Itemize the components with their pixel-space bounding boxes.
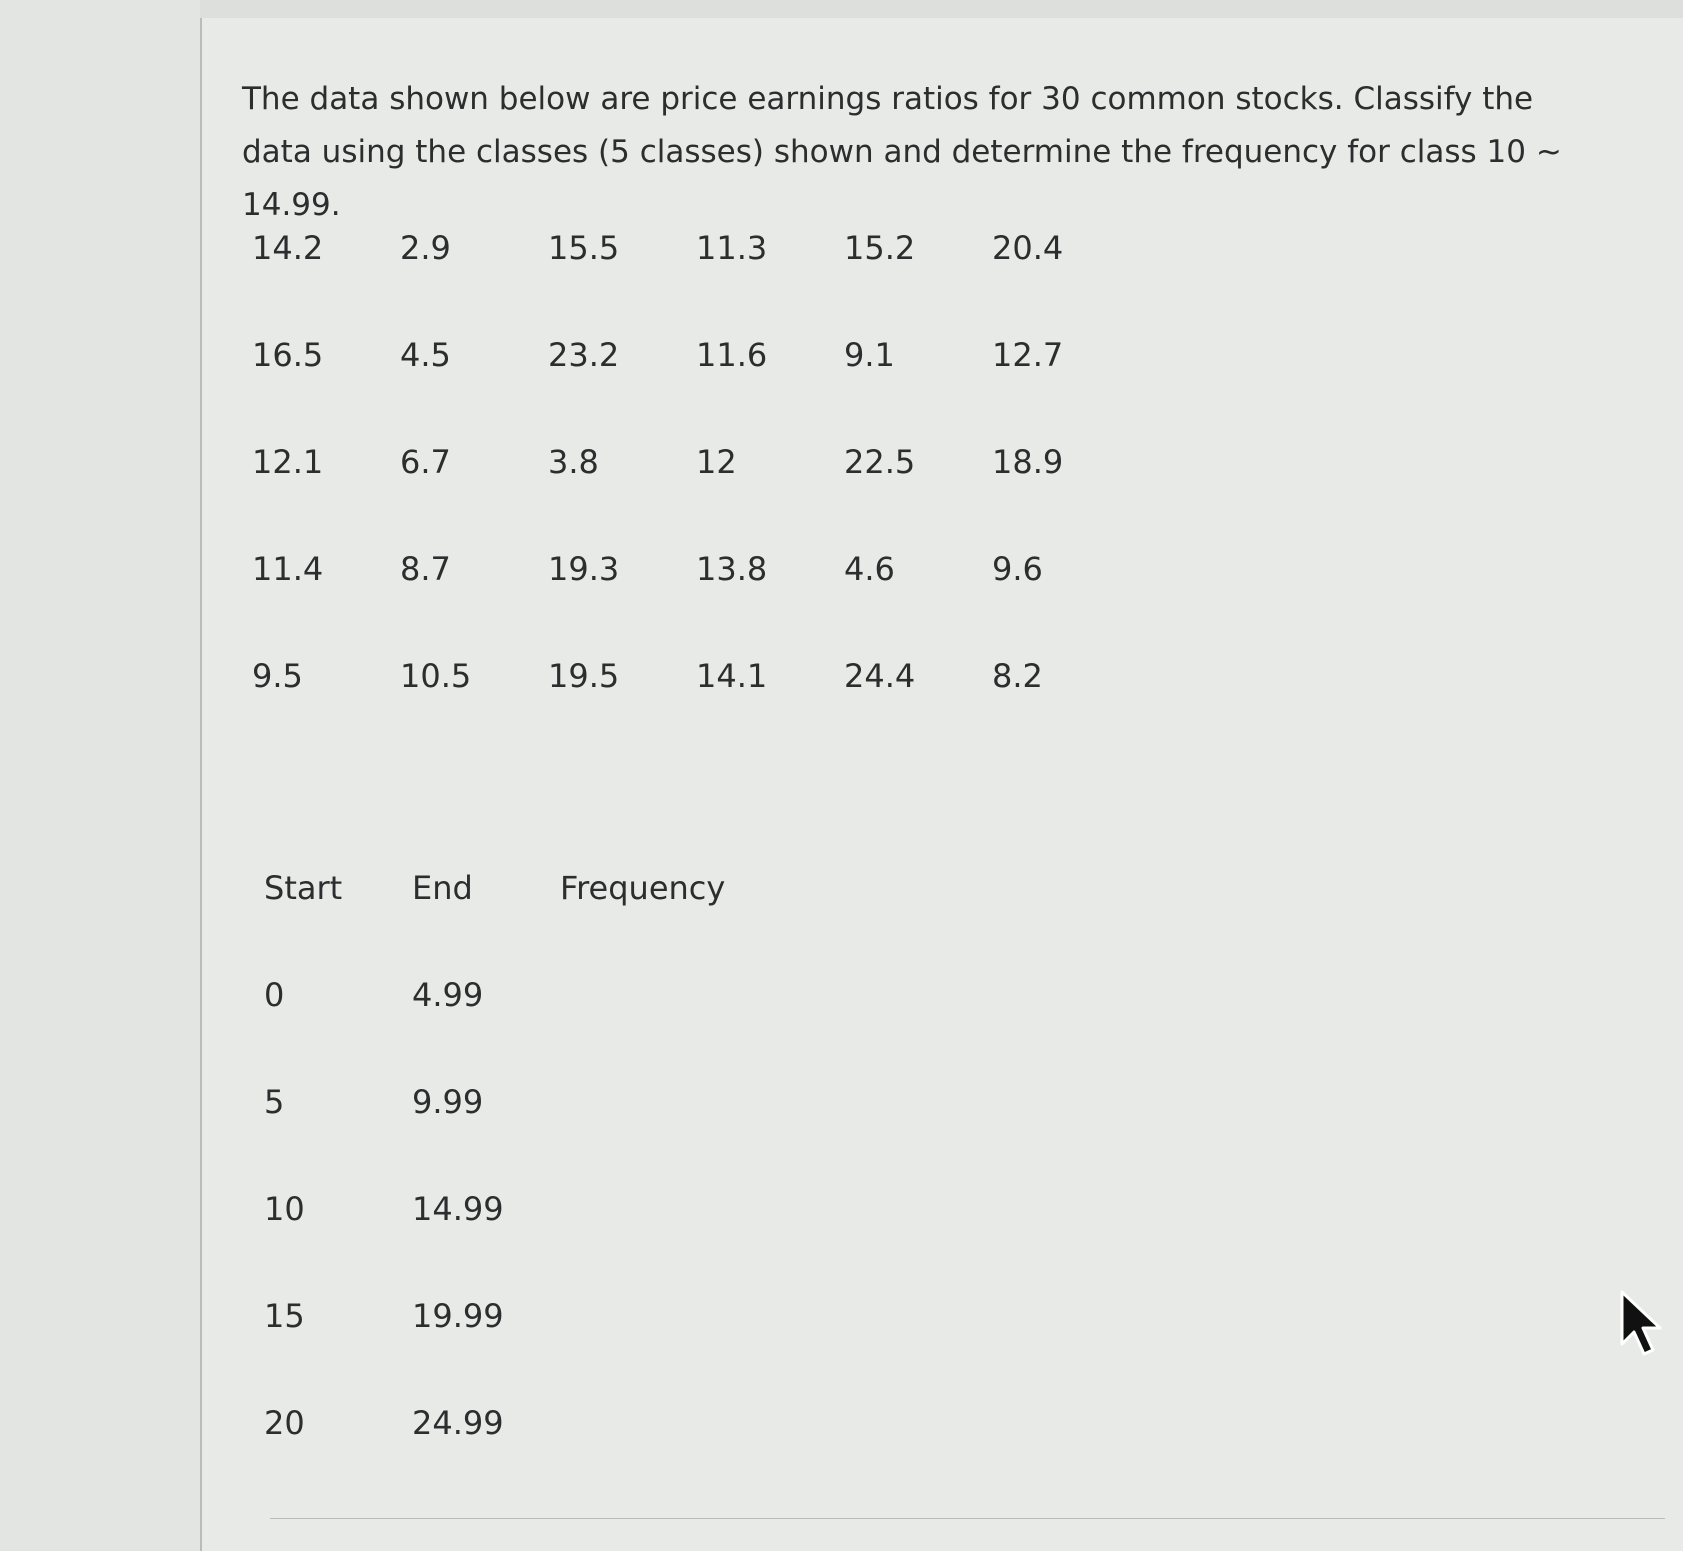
header-end: End — [412, 869, 473, 907]
mouse-pointer-icon — [1618, 1290, 1670, 1360]
data-cell: 24.4 — [844, 657, 916, 695]
top-edge — [0, 0, 1683, 19]
data-cell: 19.5 — [548, 657, 620, 695]
data-cell: 4.6 — [844, 550, 895, 588]
class-frequency — [560, 1082, 820, 1189]
data-cell: 6.7 — [400, 443, 451, 481]
class-frequency — [560, 1296, 820, 1403]
data-cell: 2.9 — [400, 229, 451, 267]
class-end: 19.99 — [412, 1297, 504, 1335]
header-frequency: Frequency — [560, 869, 726, 907]
data-cell: 20.4 — [992, 229, 1064, 267]
data-cell: 19.3 — [548, 550, 620, 588]
class-start: 0 — [264, 976, 285, 1014]
class-start: 15 — [264, 1297, 305, 1335]
data-cell: 12.1 — [252, 443, 324, 481]
data-cell: 9.1 — [844, 336, 895, 374]
class-frequency — [560, 1189, 820, 1296]
class-frequency-table — [264, 868, 820, 1510]
class-frequency — [560, 1403, 820, 1510]
data-cell: 11.3 — [696, 229, 768, 267]
data-cell: 9.6 — [992, 550, 1043, 588]
data-cell: 15.2 — [844, 229, 916, 267]
data-grid — [252, 228, 1140, 763]
class-start: 10 — [264, 1190, 305, 1228]
bottom-divider — [270, 1518, 1665, 1519]
question-panel — [202, 18, 1683, 1551]
data-cell: 9.5 — [252, 657, 303, 695]
class-start: 20 — [264, 1404, 305, 1442]
data-cell: 4.5 — [400, 336, 451, 374]
question-text: The data shown below are price earnings ratios for 30 common stocks. Classify the data using the classes (5 classes) shown and determine the frequency for class 10 ~ 14.99. — [242, 81, 1562, 223]
data-cell: 13.8 — [696, 550, 768, 588]
data-cell: 11.4 — [252, 550, 324, 588]
class-end: 24.99 — [412, 1404, 504, 1442]
class-end: 4.99 — [412, 976, 484, 1014]
data-cell: 8.7 — [400, 550, 451, 588]
data-cell: 11.6 — [696, 336, 768, 374]
class-end: 9.99 — [412, 1083, 484, 1121]
data-cell: 18.9 — [992, 443, 1064, 481]
class-end: 14.99 — [412, 1190, 504, 1228]
class-frequency — [560, 975, 820, 1082]
data-cell: 16.5 — [252, 336, 324, 374]
data-cell: 10.5 — [400, 657, 472, 695]
data-cell: 14.2 — [252, 229, 324, 267]
data-cell: 23.2 — [548, 336, 620, 374]
header-start: Start — [264, 869, 343, 907]
data-cell: 12 — [696, 443, 737, 481]
left-gutter — [0, 0, 200, 1551]
data-cell: 22.5 — [844, 443, 916, 481]
class-start: 5 — [264, 1083, 285, 1121]
data-cell: 3.8 — [548, 443, 599, 481]
data-cell: 15.5 — [548, 229, 620, 267]
data-cell: 14.1 — [696, 657, 768, 695]
data-cell: 8.2 — [992, 657, 1043, 695]
data-cell: 12.7 — [992, 336, 1064, 374]
